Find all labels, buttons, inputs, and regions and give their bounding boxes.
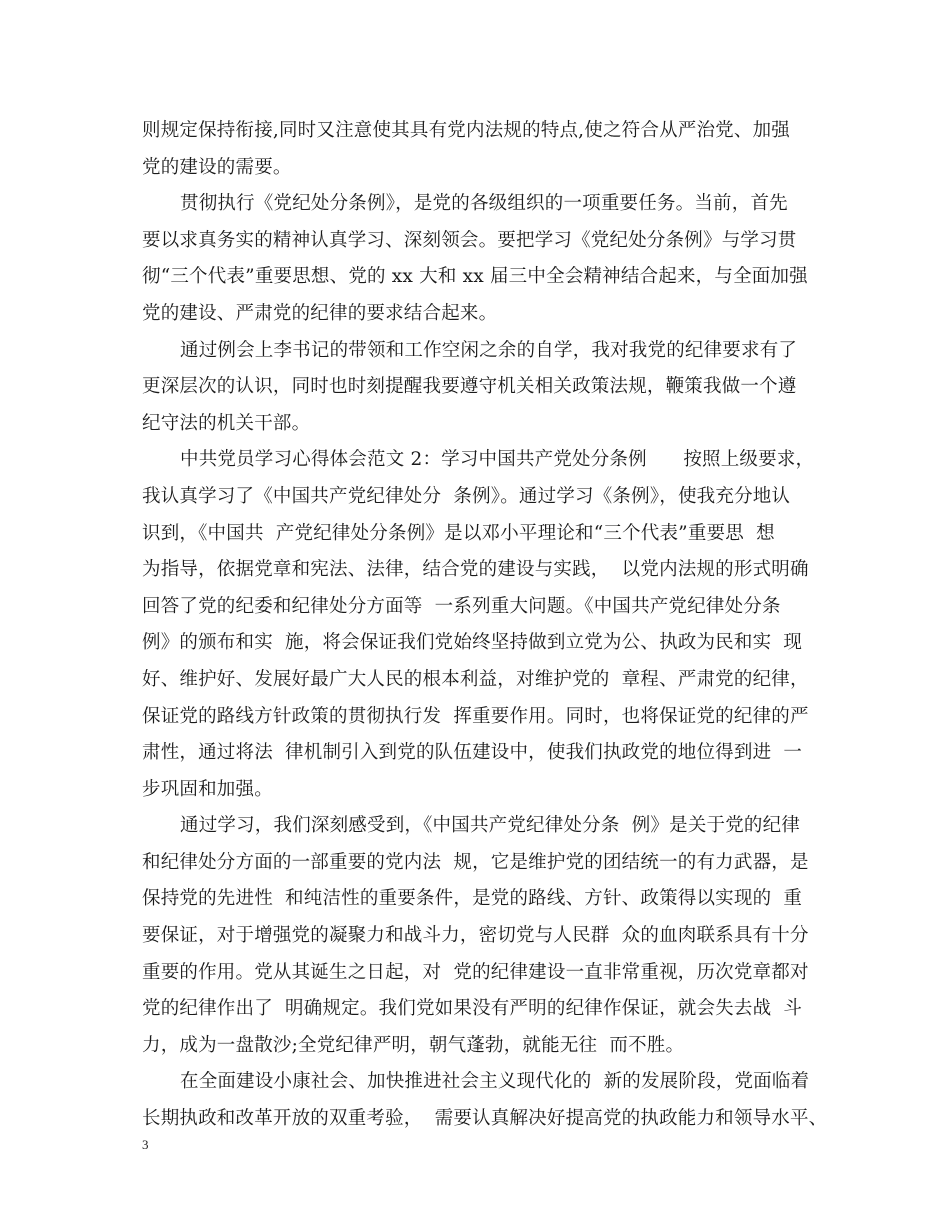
text-line: 党的建设、严肃党的纪律的要求结合起来。: [142, 302, 498, 324]
text-line: 党的纪律作出了 明确规定。我们党如果没有严明的纪律作保证，就会失去战 斗: [142, 998, 803, 1020]
text-line: 好、维护好、发展好最广大人民的根本利益，对维护党的 章程、严肃党的纪律，: [142, 668, 809, 690]
text-line: 例》的颁布和实 施，将会保证我们党始终坚持做到立党为公、执政为民和实 现: [142, 632, 803, 654]
body-text: [142, 113, 828, 1138]
text-line: 步巩固和加强。: [142, 778, 273, 800]
text-line: 彻“三个代表”重要思想、党的 xx 大和 xx 届三中全会精神结合起来，与全面加强: [142, 266, 808, 288]
text-line: 通过学习，我们深刻感受到，《中国共产党纪律处分条 例》是关于党的纪律: [180, 815, 801, 837]
text-line: 要保证，对于增强党的凝聚力和战斗力，密切党与人民群 众的血肉联系具有十分: [142, 925, 809, 947]
text-line: 党的建设的需要。: [142, 156, 292, 178]
text-line: 我认真学习了《中国共产党纪律处分 条例》。通过学习《条例》，使我充分地认: [142, 485, 791, 507]
text-line: 更深层次的认识，同时也时刻提醒我要遵守机关相关政策法规，鞭策我做一个遵: [142, 376, 797, 398]
text-line: 肃性，通过将法 律机制引入到党的队伍建设中，使我们执政党的地位得到进 一: [142, 742, 803, 764]
text-line: 识到，《中国共 产党纪律处分条例》是以邓小平理论和“三个代表”重要思 想: [142, 522, 775, 544]
text-line: 则规定保持衔接,同时又注意使其具有党内法规的特点,使之符合从严治党、加强: [142, 120, 790, 141]
text-line: 重要的作用。党从其诞生之日起，对 党的纪律建设一直非常重视，历次党章都对: [142, 961, 809, 983]
text-line: 纪守法的机关干部。: [142, 412, 311, 434]
text-line: 和纪律处分方面的一部重要的党内法 规，它是维护党的团结统一的有力武器，是: [142, 851, 809, 873]
text-line: 力，成为一盘散沙;全党纪律严明，朝气蓬勃，就能无往 而不胜。: [142, 1034, 685, 1056]
text-line: 中共党员学习心得体会范文 2：学习中国共产党处分条例 按照上级要求，: [180, 449, 815, 471]
text-line: 在全面建设小康社会、加快推进社会主义现代化的 新的发展阶段，党面临着: [180, 1071, 810, 1093]
text-line: 贯彻执行《党纪处分条例》，是党的各级组织的一项重要任务。当前，首先: [180, 193, 788, 215]
text-line: 为指导，依据党章和宪法、法律，结合党的建设与实践， 以党内法规的形式明确: [142, 559, 809, 581]
page-number: 3: [142, 1137, 149, 1152]
text-line: 要以求真务实的精神认真学习、深刻领会。要把学习《党纪处分条例》与学习贯: [142, 229, 797, 251]
text-line: 回答了党的纪委和纪律处分方面等 一系列重大问题。《中国共产党纪律处分条: [142, 595, 781, 617]
text-line: 保持党的先进性 和纯洁性的重要条件，是党的路线、方针、政策得以实现的 重: [142, 888, 803, 910]
text-line: 保证党的路线方针政策的贯彻执行发 挥重要作用。同时，也将保证党的纪律的严: [142, 705, 809, 727]
text-line: 长期执政和改革开放的双重考验， 需要认真解决好提高党的执政能力和领导水平、: [142, 1108, 828, 1130]
text-line: 通过例会上李书记的带领和工作空闲之余的自学，我对我党的纪律要求有了: [180, 339, 798, 361]
